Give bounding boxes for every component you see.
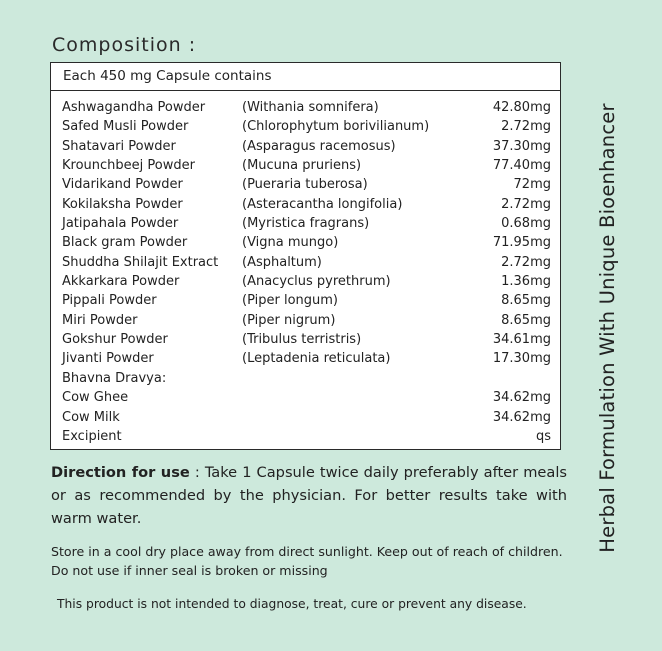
botanical-name: (Asphaltum)	[242, 254, 322, 270]
direction-for-use	[51, 461, 567, 530]
ingredient-quantity: 8.65mg	[501, 293, 551, 309]
ingredient-name: Black gram Powder	[62, 235, 188, 251]
ingredient-name: Cow Ghee	[62, 390, 129, 406]
botanical-name: (Chlorophytum borivilianum)	[242, 119, 430, 135]
ingredient-quantity: 77.40mg	[492, 158, 551, 174]
botanical-name: (Leptadenia reticulata)	[242, 351, 391, 367]
botanical-name: (Withania somnifera)	[242, 100, 379, 115]
ingredient-row	[51, 291, 560, 310]
ingredient-row	[51, 175, 560, 194]
disclaimer: This product is not intended to diagnose, treat, cure or prevent any disease.	[57, 597, 527, 611]
direction-label: Direction for use	[51, 464, 190, 481]
ingredient-row	[51, 195, 560, 214]
ingredient-row	[51, 98, 560, 117]
ingredient-name: Kokilaksha Powder	[62, 196, 183, 212]
composition-table	[50, 62, 561, 450]
ingredient-row	[51, 253, 560, 272]
ingredient-quantity: 34.62mg	[492, 390, 551, 406]
ingredient-row	[51, 427, 560, 446]
ingredient-name: Vidarikand Powder	[62, 177, 183, 193]
side-tagline: Herbal Formulation With Unique Bioenhancer	[596, 103, 619, 553]
ingredient-name: Gokshur Powder	[62, 332, 168, 348]
ingredient-name: Bhavna Dravya:	[62, 370, 167, 386]
ingredient-quantity: 2.72mg	[501, 119, 551, 135]
ingredient-name: Jivanti Powder	[62, 351, 154, 367]
ingredient-row	[51, 137, 560, 156]
ingredient-row	[51, 156, 560, 175]
ingredient-row	[51, 388, 560, 407]
ingredient-row	[51, 330, 560, 349]
ingredient-name: Cow Milk	[62, 409, 120, 425]
botanical-name: (Pueraria tuberosa)	[242, 177, 368, 193]
botanical-name: (Tribulus terristris)	[242, 332, 362, 348]
ingredient-quantity: 34.61mg	[492, 332, 551, 348]
ingredient-row	[51, 272, 560, 291]
table-header: Each 450 mg Capsule contains	[51, 63, 560, 91]
ingredient-list	[51, 91, 560, 446]
ingredient-name: Safed Musli Powder	[62, 119, 189, 135]
ingredient-name: Excipient	[62, 428, 122, 444]
ingredient-quantity: qs	[535, 428, 551, 444]
ingredient-quantity: 42.80mg	[492, 100, 551, 115]
ingredient-quantity: 34.62mg	[492, 409, 551, 425]
ingredient-name: Shatavari Powder	[62, 138, 176, 154]
ingredient-quantity: 2.72mg	[501, 254, 551, 270]
botanical-name: (Anacyclus pyrethrum)	[242, 274, 391, 290]
ingredient-quantity: 0.68mg	[501, 216, 551, 232]
botanical-name: (Mucuna pruriens)	[242, 158, 362, 174]
ingredient-row	[51, 117, 560, 136]
ingredient-name: Pippali Powder	[62, 293, 157, 309]
ingredient-name: Ashwagandha Powder	[62, 100, 206, 115]
botanical-name: (Piper longum)	[242, 293, 338, 309]
ingredient-quantity: 72mg	[513, 177, 551, 193]
ingredient-name: Akkarkara Powder	[62, 274, 180, 290]
ingredient-quantity: 1.36mg	[501, 274, 551, 290]
ingredient-row	[51, 369, 560, 388]
storage-instructions: Store in a cool dry place away from direct sunlight. Keep out of reach of children. Do not use if inner seal is broken or missing	[51, 544, 563, 578]
botanical-name: (Asparagus racemosus)	[242, 138, 396, 154]
direction-text: : Take 1 Capsule twice daily preferably after meals or as recommended by the physician. For better results take with warm water.	[51, 464, 567, 527]
ingredient-row	[51, 349, 560, 368]
ingredient-name: Krounchbeej Powder	[62, 158, 195, 174]
ingredient-name: Jatipahala Powder	[62, 216, 179, 232]
botanical-name: (Piper nigrum)	[242, 312, 336, 328]
ingredient-row	[51, 408, 560, 427]
ingredient-quantity: 71.95mg	[492, 235, 551, 251]
ingredient-name: Shuddha Shilajit Extract	[62, 254, 219, 270]
ingredient-row	[51, 311, 560, 330]
ingredient-row	[51, 214, 560, 233]
botanical-name: (Vigna mungo)	[242, 235, 339, 251]
ingredient-quantity: 2.72mg	[501, 196, 551, 212]
ingredient-row	[51, 233, 560, 252]
ingredient-quantity: 8.65mg	[501, 312, 551, 328]
botanical-name: (Asteracantha longifolia)	[242, 196, 403, 212]
ingredient-quantity: 37.30mg	[492, 138, 551, 154]
composition-heading: Composition :	[52, 34, 197, 56]
ingredient-quantity: 17.30mg	[492, 351, 551, 367]
botanical-name: (Myristica fragrans)	[242, 216, 370, 232]
ingredient-name: Miri Powder	[62, 312, 138, 328]
